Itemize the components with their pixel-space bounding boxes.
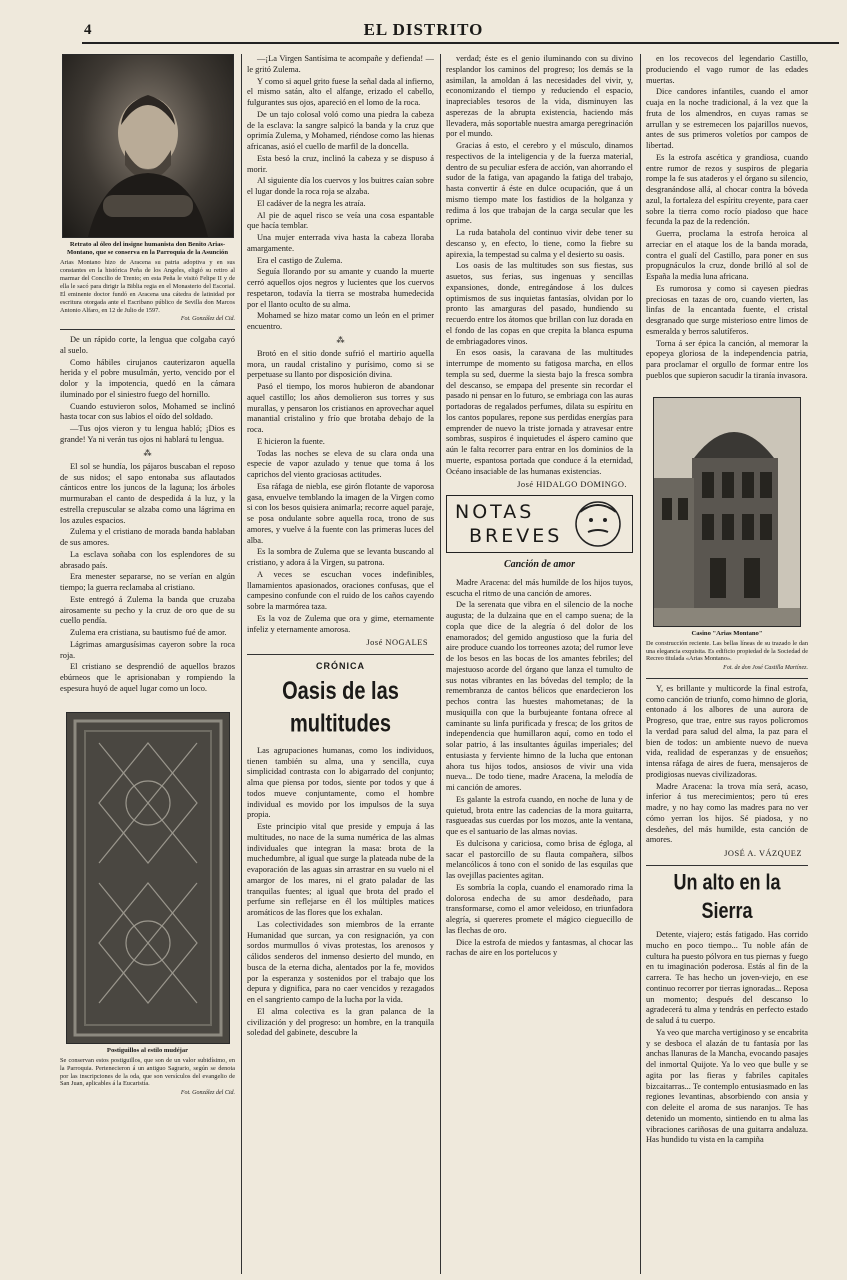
- paragraph: La esclava soñaba con los esplendores de su abrasado país.: [60, 549, 235, 570]
- paragraph: Madre Aracena: la trova mía será, acaso, inferior á tus merecimientos; pero tú eres madre, y no hay como las madres para no ver cómo yerran los hijos. Sé piadosa, y no desdeñes, del más humilde, esta canción de amores.: [646, 781, 808, 845]
- author-signature: José NOGALES: [366, 638, 428, 648]
- paragraph: Brotó en el sitio donde sufrió el martirio aquella mora, un raudal cristalino y purísimo, como si se perpetuase su llanto por disposición divina.: [247, 348, 434, 380]
- masthead: EL DISTRITO: [363, 20, 484, 39]
- section-label: CRÓNICA: [316, 661, 365, 672]
- portrait-caption-title: Retrato al óleo del insigne humanista don Benito Arias-Montano, que se conserva en la Parroquia de la Asunción: [66, 241, 229, 257]
- breves-label: BREVES: [469, 525, 563, 547]
- paragraph: Y, es brillante y multicorde la final estrofa, como canción de triunfo, como himno de gloria, entonado á los albores de una aurora de Progreso, que trae, entre sus rayos policromos la verdad para salud del alma, la paz para el bien de todos: un ambiente nuevo de nueva vida, realidad de esperanzas y de ensueños; intensa ráfaga de aires de fuera, mensajeros de prodigiosas nuevas civilizadoras.: [646, 683, 808, 779]
- paragraph: Pasó el tiempo, los moros hubieron de abandonar aquel castillo; los años demolieron sus torres y sus murallas, y pensaron los cristianos en aprovechar aquel manantial cristalino y frío que brotaba debajo de la roca.: [247, 382, 434, 435]
- divider: [60, 329, 235, 330]
- column-3: [446, 54, 633, 1276]
- door-carving: [67, 713, 229, 1043]
- casino-caption: [646, 630, 808, 664]
- paragraph: Seguía llorando por su amante y cuando la muerte cerró aquellos ojos negros y lucientes que los cuervos respetaron, todavía la tierra se mostraba humedecida por el llanto oculto de su alma.: [247, 267, 434, 309]
- door-credit: Fot. González del Cid.: [180, 1090, 235, 1097]
- paragraph: Es la voz de Zulema que ora y gime, eternamente infeliz y eternamente amorosa.: [247, 613, 434, 634]
- casino-caption-title: Casino "Arias Montano": [691, 629, 763, 637]
- paragraph: El alma colectiva es la gran palanca de la civilización y del progreso: un hombre, en la tranquila soledad del gabinete, descubre la: [247, 1006, 434, 1038]
- paragraph: De la serenata que vibra en el silencio de la noche augusta; de la dulzaina que en el campo suena; de la copla que dice de la alegría ó del dolor de los enamorados; del gemido angustioso que la furia del aire produce cuando los torreones azota; del rumor leve de los besos en las bocas de los amantes febriles; del majestuoso acorde del órgano que lanza el tumulto de sus notas vibrantes en las bóvedas del templo; de la remembranza de cantos bélicos que enardecieron los pechos contra las huestes mahometanas; de la musiquilla con que la burbujeante fontana ofrece al caminante su linfa purificada y fresca; de los gritos de independencia que humillaron aquí, como en todo el solar patrio, á las insultantes águilas imperiales; del entusiasta y ferviente himno de la lucha que entonan ahora tus hijos todos, ansiosos de vivir una vida nueva... De todo tiene, madre Aracena, la melodía de mi canción de amores.: [446, 600, 633, 793]
- paragraph: Zulema y el cristiano de morada banda hablaban de sus amores.: [60, 527, 235, 548]
- divider: [646, 678, 808, 679]
- article-title: Un alto en la Sierra: [673, 869, 781, 924]
- paragraph: La ruda batahola del continuo vivir debe tener su descanso y, en efecto, lo tiene, como la fiebre su apirexia, la tempestad su calma y el desierto su oasis.: [446, 228, 633, 259]
- paragraph: E hicieron la fuente.: [257, 436, 325, 446]
- article-subtitle: Canción de amor: [503, 559, 576, 570]
- paragraph: Zulema era cristiana, su bautismo fué de amor.: [70, 628, 227, 638]
- paragraph: Es la estrofa ascética y grandiosa, cuando entre rumor de rezos y suspiros de plegaria rompe la fe sus ataderos y el órgano su silencio, desgranándose allá, al chocar contra la bóveda azul, la fortaleza del espíritu creyente, para caer sobre la tierra como rocío piadoso que hace fecunda la paz de la redención.: [646, 152, 808, 227]
- portrait-photo: [62, 54, 234, 238]
- door-caption-title: Postiguillos al estilo mudéjar: [106, 1046, 189, 1054]
- paragraph: Los oasis de las multitudes son sus fiestas, sus asuetos, sus ferias, sus ingenuas y sencillas expansiones, donde, entregándose á los dulces optimismos de sus inquietas fantasías, olvidan por lo pronto las amarguras del pasado, hundiendo su recuerdo entre los átomos que brillan con luz dorada en el fondo de las copas en que crepita la blanca espuma de embriagadores vinos.: [446, 261, 633, 346]
- paragraph: Es galante la estrofa cuando, en noche de luna y de quietud, brota entre las cadencias de la mora guitarra, rasgueadas sus cuerdas por los mozos, ante la ventana, que es el santuario de las almas novias.: [446, 794, 633, 837]
- paragraph: verdad; éste es el genio iluminando con su divino resplandor los caminos del progreso; los demás se la asimilan, la amoldan á las necesidades del vivir, y, economizando el tiempo y reduciendo el espacio, inapreciables tesoros de la vida, disminuyen las asperezas de la abrupta existencia, haciendo más llevadera, más soportable nuestra amarga peregrinación por el mundo.: [446, 54, 633, 139]
- paragraph: Es la sombra de Zulema que se levanta buscando al cristiano, y adora á la Virgen, su patrona.: [247, 547, 434, 568]
- paragraph: Todas las noches se eleva de su clara onda una especie de vapor azulado y tenue que toma á los caprichos del viento graciosas actitudes.: [247, 448, 434, 480]
- page-header: [0, 0, 847, 46]
- paragraph: Esa ráfaga de niebla, ese girón flotante de vaporosa gasa, envuelve temblando la imagen de la Virgen como si con los besos quisiera animarla; recorre aquel paraje, se posa ondulante sobre aquella roca, trono de sus amores, y vuelve á la fuente con las primeras luces del alba.: [247, 481, 434, 545]
- paragraph: El cristiano se desprendió de aquellos brazos ebúrneos que le aprisionaban y rompiendo la espesura huyó de aquel lugar como un loco.: [60, 662, 235, 693]
- portrait-figure: [63, 55, 233, 237]
- door-caption: [60, 1047, 235, 1089]
- door-photo: [66, 712, 230, 1044]
- paragraph: Detente, viajero; estás fatigado. Has corrido mucho en poco tiempo... Tu noble afán de cultura ha puesto pólvora en tus piernas y fuego en tu imaginación poderosa. Estás al fin de la carrera. Te has hecho un joven-viejo, en ese continuo recorrer por tierras ignoradas... Reposa un momento; después del descanso lo agradecerá tu alma y tendrás en perfecto estado de salud á tu cuerpo.: [646, 930, 808, 1026]
- paragraph: El cadáver de la negra les atraía.: [257, 198, 366, 208]
- paragraph: Como hábiles cirujanos cauterizaron aquella herida y el pobre musulmán, yerto, vencido por el dolor y la impotencia, quedó en la cámara iluminado por el siniestro fuego del hornillo.: [60, 357, 235, 399]
- column-divider: [241, 54, 242, 1274]
- paragraph: El sol se hundía, los pájaros buscaban el reposo de sus nidos; el sapo entonaba sus aflautados cánticos entre los juncos de la laguna; los árboles murmuraban el canto de despedida á la luz, y la estrella crepuscular se alzaba como una lágrima en los azules espacios.: [60, 461, 235, 525]
- divider: [247, 654, 434, 655]
- paragraph: De un tajo colosal voló como una piedra la cabeza de la esclava: la sangre salpicó la banda y la cruz que oprimía Zulema, y Mohamed, riéndose como las hienas africanas, asió el cuello de marfil de la doncella.: [247, 109, 434, 151]
- paragraph: Dice candores infantiles, cuando el amor cuaja en la noche tradicional, á la vez que la fruta de los almendros, en cuyas ramas se arrullan y se estremecen los pajarillos nuevos, antes de sus primeros voletíos por campos de libertad.: [646, 87, 808, 150]
- section-stars: ⁂: [143, 448, 152, 458]
- portrait-caption: [60, 241, 235, 314]
- casino-credit: Fot. de don José Castilla Martínez.: [723, 665, 808, 672]
- paragraph: A veces se escuchan voces indefinibles, llamamientos apasionados, oraciones confusas, que el campesino confunde con el ruido de los caños cayendo sobre la marmórea taza.: [247, 569, 434, 612]
- paragraph: Gracias á esto, el cerebro y el músculo, dinamos respectivos de la inteligencia y de la fuerza material, dentro de su peculiar esfera de acción, van ahorrando el sudor de la fatiga, van apagando la fatiga del trabajo, hasta convertir á éste en dulce ocupación, que á un mismo tiempo mate los fastidios de la holganza y redima á los que trabajan de la carga secular que les oprime.: [446, 141, 633, 226]
- paragraph: Las agrupaciones humanas, como los individuos, tienen también su alma, una y sencilla, cuya simplicidad contrasta con lo abigarrado del conjunto; alma que piensa por todos, siente por todos y que á todos mueve conjuntamente, como el hombre individual es movido por los impulsos de la suya propia.: [247, 745, 434, 820]
- door-caption-text: Se conservan estos postiguillos, que son de un valor subidísimo, en la Parroquia. Pertenecieron á un antiguo Sagrario, según se denota por las inscripciones de la oda, que son versículos del evangelio de San Juan, aplicables á la Eucaristía.: [60, 1056, 235, 1088]
- paragraph: Guerra, proclama la estrofa heroica al arreciar en el ataque los de la banda morada, contra el gualí del Castillo, para poner en sus propugnáculos la cruz, donde brilló al sol de España la media luna africana.: [646, 229, 808, 281]
- column-divider: [440, 54, 441, 1274]
- paragraph: Las colectividades son miembros de la errante Humanidad que surcan, ya con resignación, ya con sordos murmullos ó vivas protestas, los arenosos y cálidos senderos del inmenso desierto del mundo, en busca de la eterna dicha, alentados por la fe, movidos por la esperanza y sostenidos por el trabajo que los depura y dignifica, para no caer vencidos y rezagados en el sangriento campo de la lucha por la vida.: [247, 919, 434, 1005]
- paragraph: Al siguiente día los cuervos y los buitres caían sobre el lugar donde la roca roja se alzaba.: [247, 176, 434, 196]
- author-signature: José HIDALGO DOMINGO.: [517, 480, 627, 490]
- column-2: [247, 54, 434, 1276]
- casino-photo: [653, 397, 801, 627]
- paragraph: Una mujer enterrada viva hasta la cabeza lloraba amargamente.: [247, 233, 434, 253]
- notas-label: NOTAS: [455, 501, 535, 523]
- paragraph: Era el castigo de Zulema.: [257, 255, 343, 265]
- paragraph: Mohamed se hizo matar como un león en el primer encuentro.: [247, 311, 434, 331]
- paragraph: Dice la estrofa de miedos y fantasmas, al chocar las rachas de aire en los portelucos y: [446, 937, 633, 958]
- page-number: 4: [84, 22, 92, 38]
- caricature-icon: [570, 498, 626, 550]
- paragraph: Lágrimas amargusísimas cayeron sobre la roca roja.: [60, 639, 235, 660]
- paragraph: Este entregó á Zulema la banda que cruzaba airosamente su pecho y la cruz de oro que de su cuello pendía.: [60, 594, 235, 626]
- portrait-credit: Fot. González del Cid.: [180, 316, 235, 323]
- article-title: Oasis de las multitudes: [282, 677, 399, 738]
- paragraph: —Tus ojos vieron y tu lengua habló; ¡Dios es grande! Ya ni verán tus ojos ni hablará tu lengua.: [60, 424, 235, 444]
- paragraph: Era menester separarse, no se verían en algún tiempo; la guerra reclamaba al cristiano.: [60, 572, 235, 593]
- paragraph: Torna á ser épica la canción, al memorar la epopeya gloriosa de la independencia patria, para proclamar el orgullo de formar entre los pueblos que supieron sacudir la tiranía invasora.: [646, 338, 808, 380]
- casino-caption-text: De construcción reciente. Las bellas líneas de su trazado le dan una elegancia exquisita. Es edificio propiedad de la Sociedad de Recreo titulada «Arias Montano».: [646, 639, 808, 663]
- paragraph: Madre Aracena: del más humilde de los hijos tuyos, escucha el ritmo de una canción de amores.: [446, 577, 633, 598]
- divider: [646, 865, 808, 866]
- column-4: [646, 54, 808, 1276]
- paragraph: Y como si aquel grito fuese la señal dada al infierno, el mismo satán, alto el alfange, erizado el cabello, fulgurantes sus ojos, apareció en el lomo de la roca.: [247, 76, 434, 107]
- paragraph: De un rápido corte, la lengua que colgaba cayó al suelo.: [60, 335, 235, 355]
- portrait-caption-text: Arias Montano hizo de Aracena su patria adoptiva y en sus constantes en la histórica Peña de los Angeles, eligió su retiro al marmar del Concilio de Trento; en esta Peña le visitó Felipe II y de ella le sacó para dirigir la Biblia regia en el Monasterio del Escorial. El eminente doctor fundó en Aracena una cátedra de latinidad por escritura otorgada ante el Escribano público de Sevilla don Marcos Antonio Alfaro, en 12 de Julio de 1597.: [60, 259, 235, 314]
- notas-breves-banner: [446, 495, 633, 553]
- column-1: [60, 54, 235, 1276]
- paragraph: En esos oasis, la caravana de las multitudes interrumpe de momento su fatigosa marcha, en ellos templa su sed, duerme la siesta bajo la fresca sombra del descanso, se empapa del presente sin recordar el pasado ni pensar en lo futuro, se embriaga con las auras portadoras de regalados perfumes, dilata su espíritu en los cantos populares, repone sus perdidas energías para emprender de nuevo la triste jornada y atravesar entre sombras, suspiros é inquietudes el áspero camino que aún le falta recorrer para entrar en los dominios de la muerte, espantosa portada que conduce á la eternidad, Océano insaciable de las humanas existencias.: [446, 348, 633, 476]
- paragraph: Es sombría la copla, cuando el enamorado rima la dolorosa endecha de su amor desdeñado, para transformarse, como el amor veleidoso, en triunfadora alegría, si quereres promete el mágico cieguecillo de las flechas de oro.: [446, 882, 633, 935]
- paragraph: Es rumorosa y como si cayesen piedras preciosas en tazas de oro, cuando vierten, las linfas de la encantada fuente, el cristal desgranado que surge misterioso entre limos de esmeralda y berros salutíferos.: [646, 283, 808, 336]
- paragraph: Ya veo que marcha vertiginoso y se encabrita y se desboca el alazán de tu fantasía por las anchas llanuras de la Mancha, evocando pasajes del inmortal Quijote. Ya lo veo que bulle y se agita por las fieras y fabriles capitales bizcaitarras... Te contemplo entusiasmado en las regiones levantinas, absorbiendo con ansia y con deleite el aroma de sus naranjos. Te has detenido un momento, sintiendo en tu alma las vibraciones cariñosas de una guitarra andaluza. Has hundido tu vista en la campiña: [646, 1027, 808, 1145]
- paragraph: —¡La Virgen Santísima te acompañe y defienda! —le gritó Zulema.: [247, 54, 434, 74]
- paragraph: Este principio vital que preside y empuja á las multitudes, no nace de la suma numérica de las almas individuales que integran la masa: brota de la muchedumbre, al igual que surge la plateada nube de la evaporación de las aguas sin arrastrar en su vuelo ni el amargor de los mares, ni el grato paladar de las tranquilas fuentes; al igual que brota del prado el perfume sin reflejarse en él los múltiples matices aromáticos de las flores que los exhalan.: [247, 822, 434, 918]
- author-signature: JOSÉ A. VÁZQUEZ: [724, 849, 802, 859]
- paragraph: Esta besó la cruz, inclinó la cabeza y se dispuso á morir.: [247, 153, 434, 174]
- paragraph: Es dulcísona y cariciosa, como brisa de égloga, al sacar el pastorcillo de su flauta compañera, silbos melancólicos á tono con el sonido de las esquilas que las ovejillas pacientes agitan.: [446, 838, 633, 881]
- paragraph: Al pie de aquel risco se veía una cosa espantable que hacía temblar.: [247, 210, 434, 231]
- column-divider: [640, 54, 641, 1274]
- casino-building: [654, 398, 800, 626]
- paragraph: en los recovecos del legendario Castillo, produciendo el vago rumor de las edades muertas.: [646, 54, 808, 85]
- section-stars: ⁂: [336, 335, 345, 345]
- paragraph: Cuando estuvieron solos, Mohamed se inclinó hasta tocar con sus labios el oído del soldado.: [60, 401, 235, 422]
- header-rule: [82, 42, 839, 44]
